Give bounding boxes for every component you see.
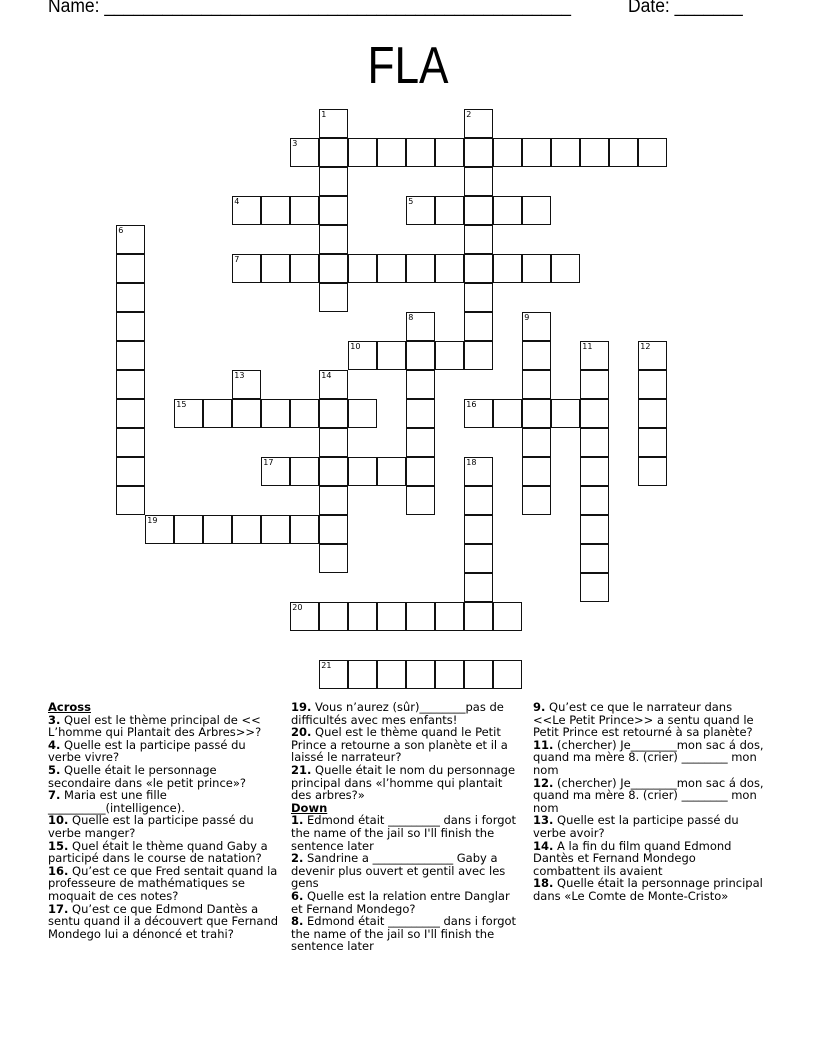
grid-cell[interactable] — [145, 515, 174, 544]
clue-across-15: 15. Quel était le thème quand Gaby a participé dans le course de natation? — [48, 838, 268, 866]
name-field[interactable]: Name: ________________________________________________ — [48, 0, 571, 17]
clue-number: 18 — [466, 458, 477, 468]
clue-across-4: 4. Quelle est la participe passé du verbe vivre? — [48, 737, 246, 765]
clue-across-5: 5. Quelle était le personnage secondaire dans «le petit prince»? — [48, 762, 246, 790]
grid-cell[interactable] — [377, 602, 406, 631]
grid-cell[interactable] — [406, 660, 435, 689]
grid-cell[interactable] — [464, 341, 493, 370]
grid-cell[interactable] — [348, 138, 377, 167]
clue-number: 17 — [263, 458, 274, 468]
clue-down-9: 9. Qu’est ce que le narrateur dans <<Le Petit Prince>> a sentu quand le Petit Prince est retourné à sa planète? — [533, 700, 754, 740]
clue-number: 4 — [234, 197, 240, 207]
grid-cell[interactable] — [522, 196, 551, 225]
grid-cell[interactable] — [116, 283, 145, 312]
clue-across-7: 7. Maria est une fille __________(intelligence). — [48, 788, 185, 815]
grid-cell[interactable] — [464, 109, 493, 138]
grid-cell[interactable] — [638, 399, 667, 428]
clue-down-18: 18. Quelle était la personnage principal dans «Le Comte de Monte-Cristo» — [533, 876, 763, 903]
grid-cell[interactable] — [319, 109, 348, 138]
grid-cell[interactable] — [319, 457, 348, 486]
grid-cell[interactable] — [406, 254, 435, 283]
down-heading: Down — [291, 800, 328, 815]
grid-cell[interactable] — [406, 138, 435, 167]
grid-cell[interactable] — [464, 602, 493, 631]
grid-cell[interactable] — [261, 399, 290, 428]
grid-cell[interactable] — [116, 486, 145, 515]
clue-number: 2 — [466, 110, 472, 120]
grid-cell[interactable] — [319, 196, 348, 225]
grid-cell[interactable] — [116, 428, 145, 457]
grid-cell[interactable] — [116, 370, 145, 399]
grid-cell[interactable] — [464, 196, 493, 225]
grid-cell[interactable] — [319, 428, 348, 457]
clue-down-11: 11. (chercher) Je________mon sac á dos, quand ma mère 8. (crier) ________ mon nom — [533, 737, 764, 777]
grid-cell[interactable] — [261, 254, 290, 283]
grid-cell[interactable] — [464, 660, 493, 689]
clue-across-19: 19. Vous n’aurez (sûr)________pas de difficultés avec mes enfants! — [291, 700, 504, 727]
grid-cell[interactable] — [464, 167, 493, 196]
grid-cell[interactable] — [319, 370, 348, 399]
grid-cell[interactable] — [232, 399, 261, 428]
grid-cell[interactable] — [406, 399, 435, 428]
grid-cell[interactable] — [493, 196, 522, 225]
grid-cell[interactable] — [406, 486, 435, 515]
grid-cell[interactable] — [319, 602, 348, 631]
clue-number: 8 — [408, 313, 414, 323]
grid-cell[interactable] — [174, 515, 203, 544]
grid-cell[interactable] — [522, 138, 551, 167]
clue-number: 19 — [147, 516, 158, 526]
grid-cell[interactable] — [435, 196, 464, 225]
grid-cell[interactable] — [290, 515, 319, 544]
grid-cell[interactable] — [290, 602, 319, 631]
clue-number: 13 — [234, 371, 245, 381]
clue-number: 5 — [408, 197, 414, 207]
grid-cell[interactable] — [290, 196, 319, 225]
grid-cell[interactable] — [232, 254, 261, 283]
grid-cell[interactable] — [203, 515, 232, 544]
grid-cell[interactable] — [377, 457, 406, 486]
clue-across-17: 17. Qu’est ce que Edmond Dantès a sentu quand il a découvert que Fernand Mondego lui a dénoncé et trahi? — [48, 901, 279, 941]
grid-cell[interactable] — [319, 283, 348, 312]
clue-number: 7 — [234, 255, 240, 265]
grid-cell[interactable] — [348, 399, 377, 428]
grid-cell[interactable] — [261, 196, 290, 225]
grid-cell[interactable] — [638, 370, 667, 399]
clue-across-10: 10. Quelle est la participe passé du verbe manger? — [48, 813, 254, 840]
grid-cell[interactable] — [638, 457, 667, 486]
grid-cell[interactable] — [580, 515, 609, 544]
grid-cell[interactable] — [435, 138, 464, 167]
grid-cell[interactable] — [580, 544, 609, 573]
grid-cell[interactable] — [261, 515, 290, 544]
grid-cell[interactable] — [377, 254, 406, 283]
across-heading: Across — [48, 700, 91, 714]
clue-number: 9 — [524, 313, 530, 323]
clue-number: 14 — [321, 371, 332, 381]
grid-cell[interactable] — [464, 138, 493, 167]
grid-cell[interactable] — [522, 254, 551, 283]
grid-cell[interactable] — [551, 399, 580, 428]
grid-cell[interactable] — [638, 341, 667, 370]
grid-cell[interactable] — [232, 515, 261, 544]
grid-cell[interactable] — [406, 602, 435, 631]
grid-cell[interactable] — [522, 341, 551, 370]
grid-cell[interactable] — [348, 341, 377, 370]
clue-down-12: 12. (chercher) Je________mon sac á dos, quand ma mère 8. (crier) ________ mon nom — [533, 775, 764, 815]
grid-cell[interactable] — [464, 225, 493, 254]
grid-cell[interactable] — [261, 457, 290, 486]
grid-cell[interactable] — [377, 660, 406, 689]
grid-cell[interactable] — [319, 486, 348, 515]
grid-cell[interactable] — [319, 167, 348, 196]
grid-cell[interactable] — [493, 602, 522, 631]
grid-cell[interactable] — [464, 486, 493, 515]
grid-cell[interactable] — [232, 196, 261, 225]
clues-column-2 — [291, 701, 523, 953]
grid-cell[interactable] — [464, 399, 493, 428]
grid-cell[interactable] — [290, 399, 319, 428]
grid-cell[interactable] — [406, 370, 435, 399]
grid-cell[interactable] — [464, 312, 493, 341]
clue-across-20: 20. Quel est le thème quand le Petit Prince a retourne a son planète et il a laissé le narrateur? — [291, 725, 508, 765]
grid-cell[interactable] — [116, 312, 145, 341]
clue-number: 21 — [321, 661, 332, 671]
page-title: FLA — [367, 37, 449, 95]
clue-across-3: 3. Quel est le thème principal de << L’homme qui Plantait des Arbres>>? — [48, 712, 262, 740]
clue-number: 15 — [176, 400, 187, 410]
grid-cell[interactable] — [116, 457, 145, 486]
grid-cell[interactable] — [493, 660, 522, 689]
grid-cell[interactable] — [319, 254, 348, 283]
clue-down-6: 6. Quelle est la relation entre Danglar et Fernand Mondego? — [291, 888, 510, 916]
grid-cell[interactable] — [319, 399, 348, 428]
clue-number: 10 — [350, 342, 361, 352]
grid-cell[interactable] — [348, 254, 377, 283]
grid-cell[interactable] — [435, 602, 464, 631]
grid-cell[interactable] — [580, 486, 609, 515]
clue-number: 11 — [582, 342, 593, 352]
grid-cell[interactable] — [319, 544, 348, 573]
grid-cell[interactable] — [580, 138, 609, 167]
grid-cell[interactable] — [348, 457, 377, 486]
clues-column-1 — [48, 701, 280, 940]
grid-cell[interactable] — [406, 341, 435, 370]
grid-cell[interactable] — [522, 428, 551, 457]
grid-cell[interactable] — [551, 138, 580, 167]
grid-cell[interactable] — [348, 602, 377, 631]
grid-cell[interactable] — [580, 370, 609, 399]
grid-cell[interactable] — [522, 370, 551, 399]
grid-cell[interactable] — [232, 370, 261, 399]
grid-cell[interactable] — [290, 457, 319, 486]
grid-cell[interactable] — [406, 196, 435, 225]
clue-number: 12 — [640, 342, 651, 352]
clue-number: 3 — [292, 139, 298, 149]
grid-cell[interactable] — [464, 254, 493, 283]
clue-down-14: 14. A la fin du film quand Edmond Dantès et Fernand Mondego combattent ils avaient — [533, 838, 732, 878]
grid-cell[interactable] — [406, 312, 435, 341]
grid-cell[interactable] — [522, 399, 551, 428]
grid-cell[interactable] — [464, 457, 493, 486]
clue-down-8: 8. Edmond était _________ dans i forgot the name of the jail so I'll finish the sentence later — [291, 914, 517, 954]
clue-number: 6 — [118, 226, 124, 236]
grid-cell[interactable] — [464, 544, 493, 573]
grid-cell[interactable] — [406, 428, 435, 457]
grid-cell[interactable] — [493, 254, 522, 283]
clues-column-3 — [533, 701, 765, 903]
grid-cell[interactable] — [319, 660, 348, 689]
grid-cell[interactable] — [319, 515, 348, 544]
grid-cell[interactable] — [638, 138, 667, 167]
grid-cell[interactable] — [435, 660, 464, 689]
grid-cell[interactable] — [377, 138, 406, 167]
clue-across-16: 16. Qu’est ce que Fred sentait quand la professeure de mathématiques se moquait de ces notes? — [48, 863, 278, 903]
grid-cell[interactable] — [116, 341, 145, 370]
grid-cell[interactable] — [290, 138, 319, 167]
clue-across-21: 21. Quelle était le nom du personnage principal dans «l’homme qui plantait des arbres?» — [291, 762, 516, 803]
grid-cell[interactable] — [493, 138, 522, 167]
grid-cell[interactable] — [580, 457, 609, 486]
clue-down-2: 2. Sandrine a ______________ Gaby a devenir plus ouvert et gentil avec les gens — [291, 851, 506, 891]
grid-cell[interactable] — [522, 457, 551, 486]
clue-number: 1 — [321, 110, 327, 120]
grid-cell[interactable] — [464, 515, 493, 544]
grid-cell[interactable] — [580, 341, 609, 370]
grid-cell[interactable] — [580, 428, 609, 457]
grid-cell[interactable] — [203, 399, 232, 428]
clue-down-13: 13. Quelle est la participe passé du verbe avoir? — [533, 813, 739, 840]
grid-cell[interactable] — [406, 457, 435, 486]
grid-cell[interactable] — [319, 225, 348, 254]
grid-cell[interactable] — [609, 138, 638, 167]
grid-cell[interactable] — [522, 312, 551, 341]
grid-cell[interactable] — [464, 283, 493, 312]
clue-down-1: 1. Edmond était _________ dans i forgot the name of the jail so I'll finish the sentence later — [291, 813, 517, 853]
grid-cell[interactable] — [377, 341, 406, 370]
grid-cell[interactable] — [464, 573, 493, 602]
grid-cell[interactable] — [435, 254, 464, 283]
grid-cell[interactable] — [551, 254, 580, 283]
grid-cell[interactable] — [319, 138, 348, 167]
grid-cell[interactable] — [174, 399, 203, 428]
grid-cell[interactable] — [116, 399, 145, 428]
date-field[interactable]: Date: _______ — [628, 0, 743, 17]
grid-cell[interactable] — [638, 428, 667, 457]
clue-number: 20 — [292, 603, 303, 613]
grid-cell[interactable] — [290, 254, 319, 283]
grid-cell[interactable] — [116, 254, 145, 283]
grid-cell[interactable] — [580, 399, 609, 428]
grid-cell[interactable] — [580, 573, 609, 602]
grid-cell[interactable] — [522, 486, 551, 515]
grid-cell[interactable] — [348, 660, 377, 689]
grid-cell[interactable] — [116, 225, 145, 254]
grid-cell[interactable] — [435, 341, 464, 370]
grid-cell[interactable] — [493, 399, 522, 428]
clue-number: 16 — [466, 400, 477, 410]
